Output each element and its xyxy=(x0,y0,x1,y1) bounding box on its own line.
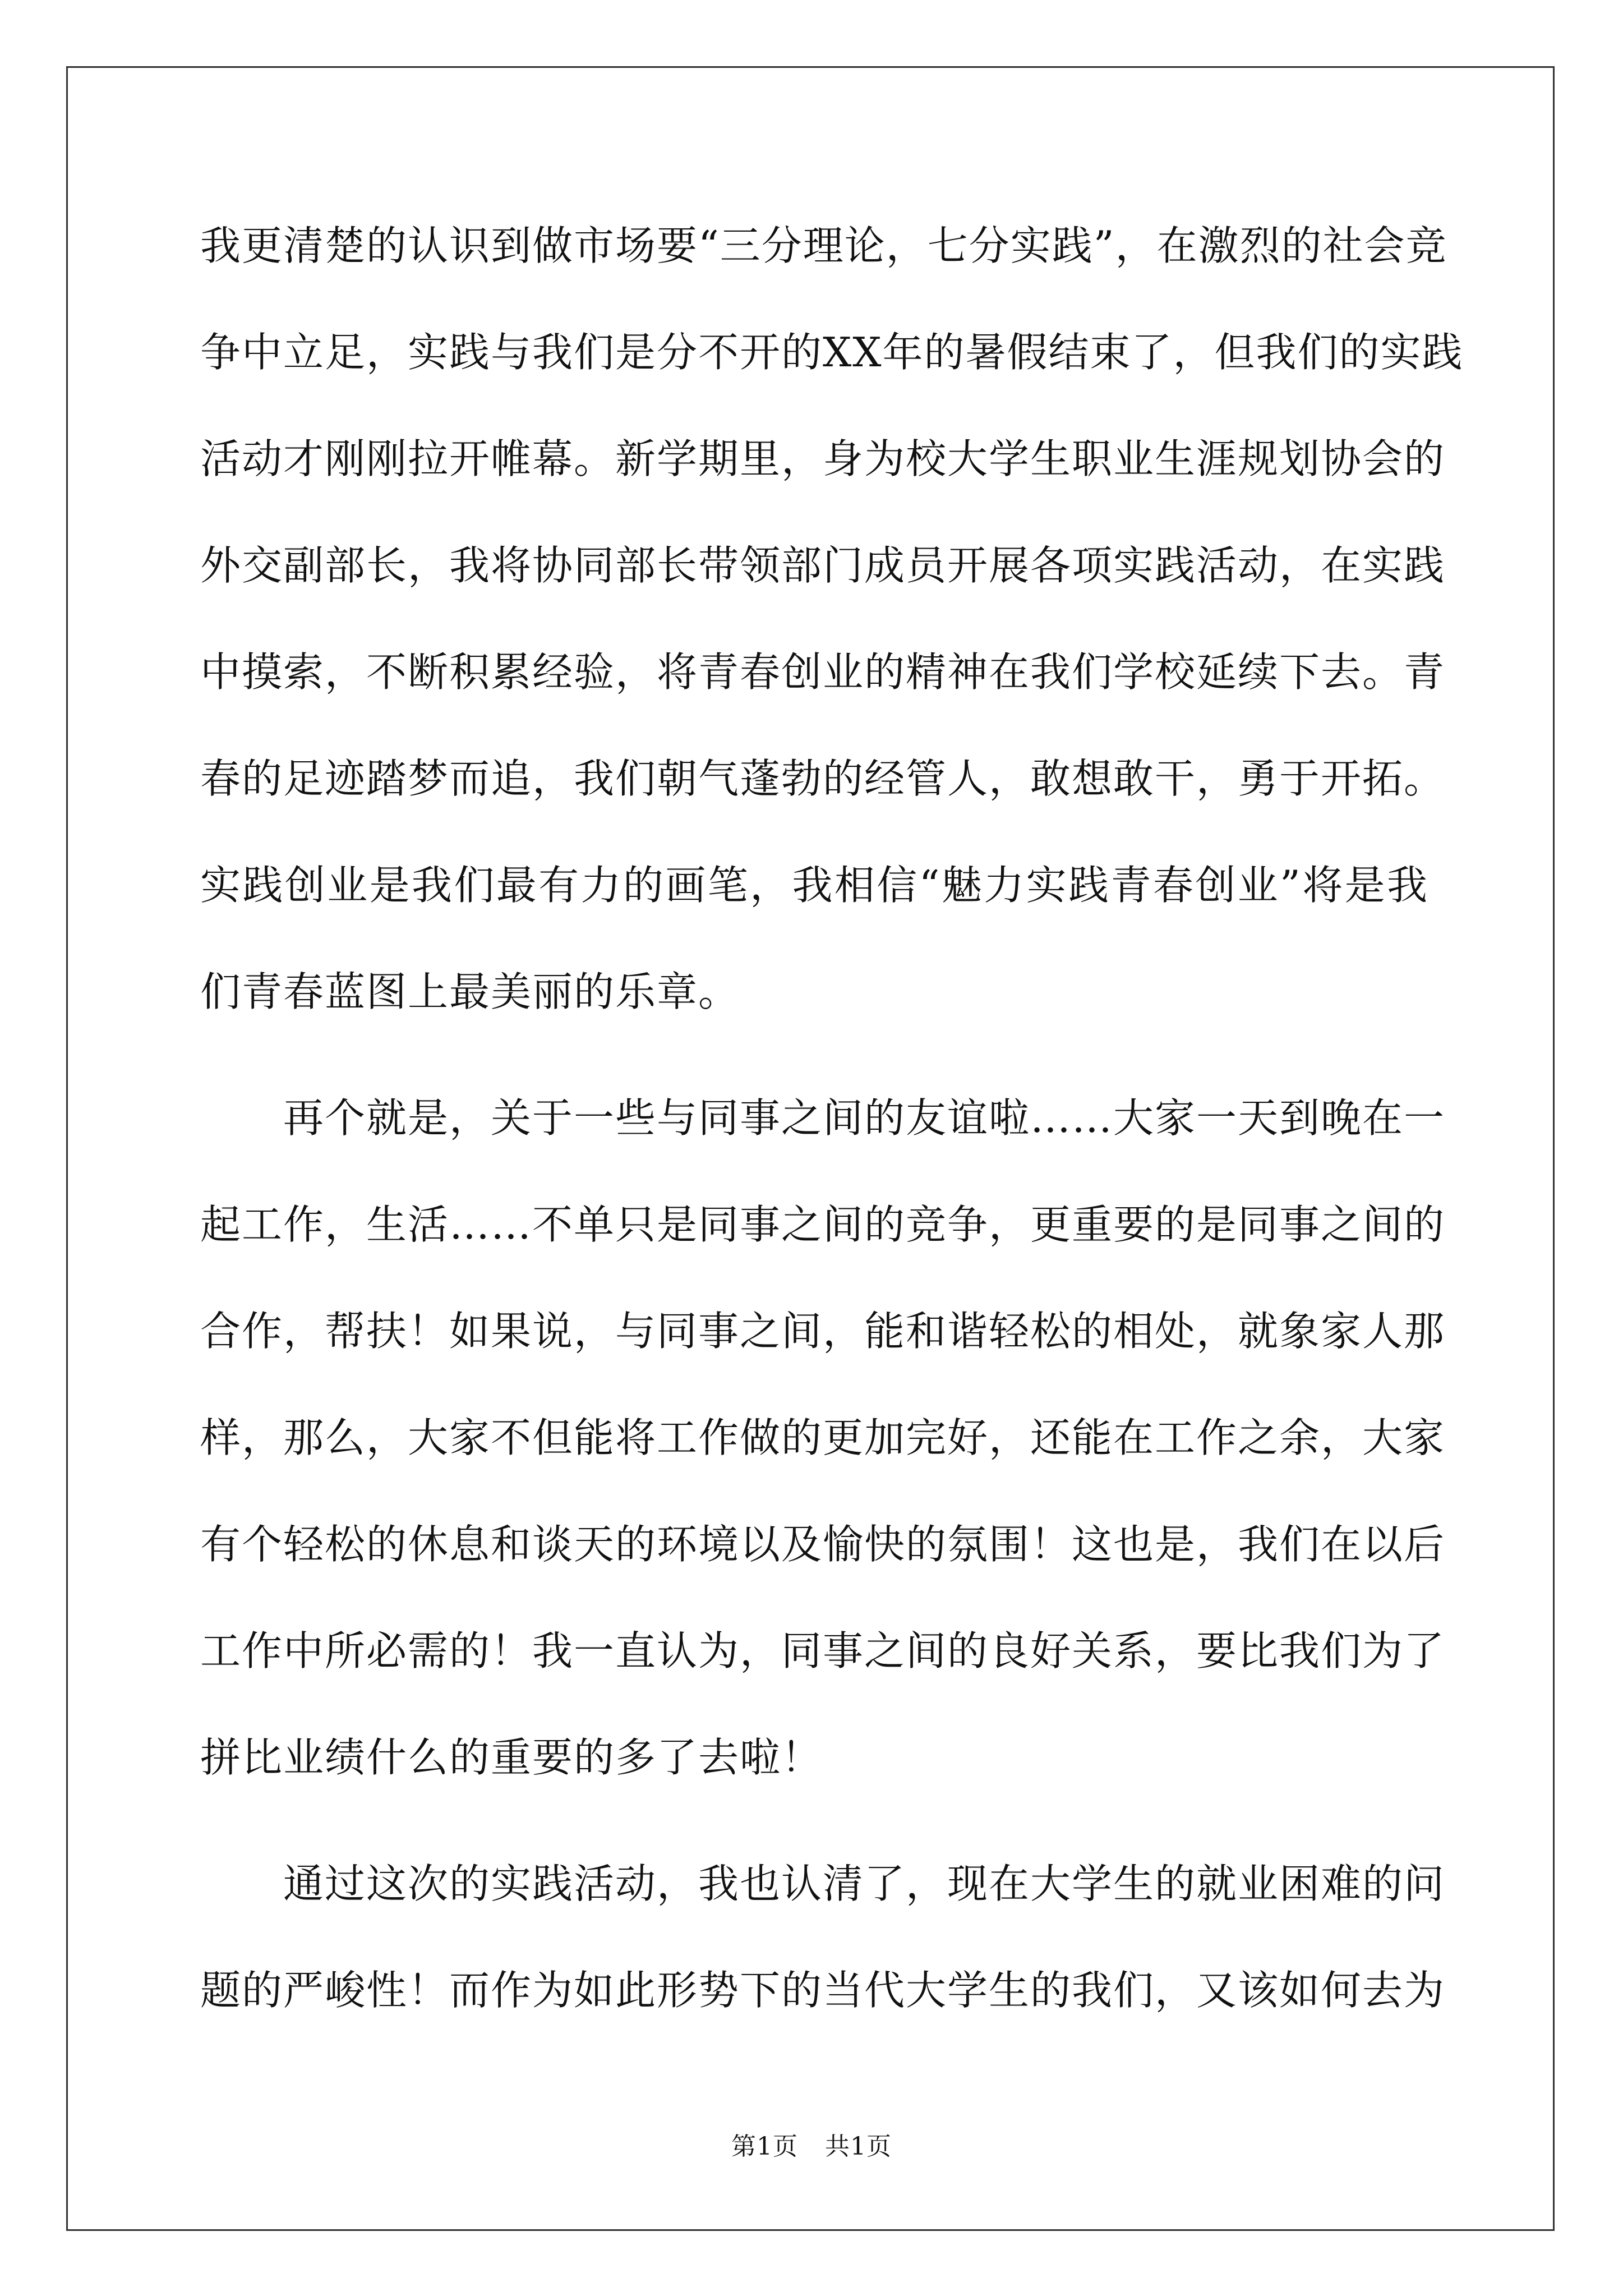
text-line: 工作中所必需的！我一直认为，同事之间的良好关系，要比我们为了 xyxy=(200,1627,1446,1674)
text-line: 我更清楚的认识到做市场要“三分理论，七分实践”，在激烈的社会竞 xyxy=(200,222,1447,269)
paragraph-spacer xyxy=(200,1832,1428,1851)
text-line: 起工作，生活……不单只是同事之间的竞争，更重要的是同事之间的 xyxy=(200,1201,1446,1248)
text-line: 春的足迹踏梦而追，我们朝气蓬勃的经管人，敢想敢干，勇于开拓。 xyxy=(200,755,1446,802)
paragraph-spacer xyxy=(200,1066,1428,1085)
text-line: 中摸索，不断积累经验，将青春创业的精神在我们学校延续下去。青 xyxy=(200,648,1446,696)
text-line: 有个轻松的休息和谈天的环境以及愉快的氛围！这也是，我们在以后 xyxy=(200,1521,1446,1568)
paragraph-1 xyxy=(200,213,1464,1066)
text-line: 拼比业绩什么的重要的多了去啦！ xyxy=(200,1734,823,1781)
page-total: 共1页 xyxy=(825,2132,892,2161)
text-line: 们青春蓝图上最美丽的乐章。 xyxy=(200,968,740,1015)
paragraph-3 xyxy=(200,1851,1446,2064)
text-line: 外交副部长，我将协同部长带领部门成员开展各项实践活动，在实践 xyxy=(200,542,1446,589)
document-body xyxy=(200,213,1464,2064)
text-line: 合作，帮扶！如果说，与同事之间，能和谐轻松的相处，就象家人那 xyxy=(200,1308,1446,1355)
text-line: 样，那么，大家不但能将工作做的更加完好，还能在工作之余，大家 xyxy=(200,1414,1446,1461)
text-line: 通过这次的实践活动，我也认清了，现在大学生的就业困难的问 xyxy=(283,1860,1446,1907)
text-line: 实践创业是我们最有力的画笔，我相信“魅力实践青春创业”将是我 xyxy=(200,862,1428,909)
text-line: 争中立足，实践与我们是分不开的XX年的暑假结束了，但我们的实践 xyxy=(200,329,1464,376)
page-footer xyxy=(0,2126,1623,2162)
text-line: 再个就是，关于一些与同事之间的友谊啦……大家一天到晚在一 xyxy=(283,1094,1446,1142)
text-line: 题的严峻性！而作为如此形势下的当代大学生的我们，又该如何去为 xyxy=(200,1967,1446,2014)
page-number: 第1页 xyxy=(731,2132,798,2161)
text-line: 活动才刚刚拉开帷幕。新学期里，身为校大学生职业生涯规划协会的 xyxy=(200,435,1446,482)
paragraph-2 xyxy=(200,1085,1446,1832)
